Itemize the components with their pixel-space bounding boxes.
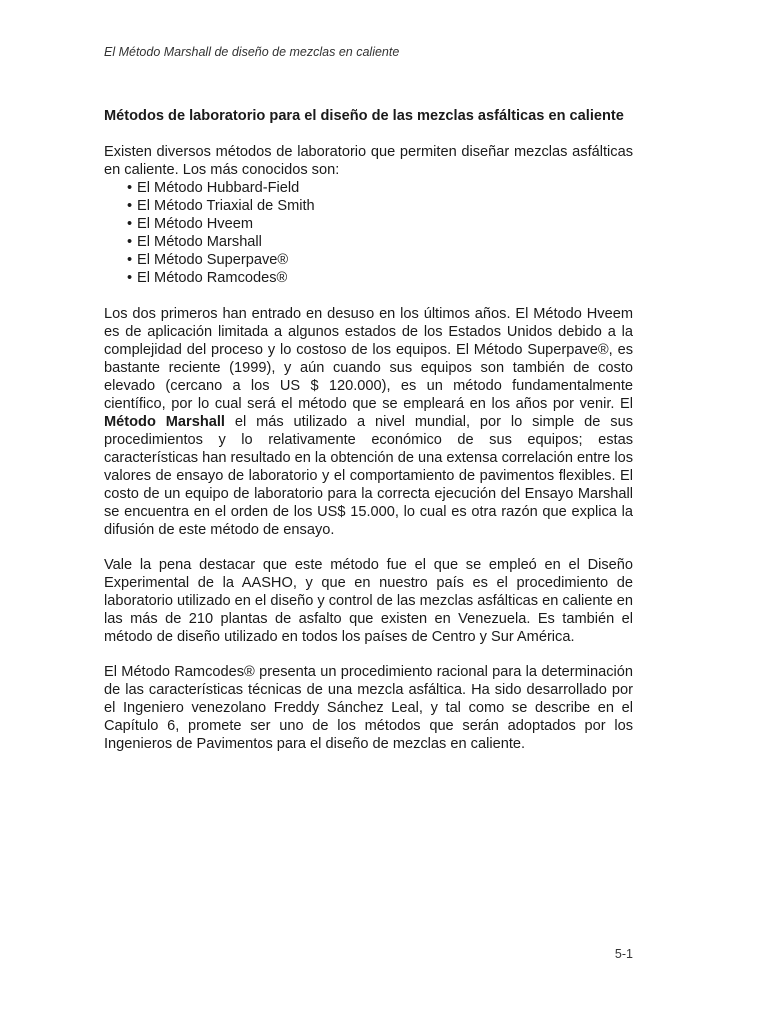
list-item: • El Método Superpave® xyxy=(127,251,633,269)
list-item: • El Método Hveem xyxy=(127,215,633,233)
page-number: 5-1 xyxy=(614,947,633,961)
paragraph-text: Los dos primeros han entrado en desuso en los últimos años. El Método Hveem es de aplicación limitada a algunos estados de los Estados Unidos debido a la complejidad del proceso y lo costoso de los equipos. El Método Superpave®, es bastante reciente (1999), y aún cuando sus equipos son también de costo elevado (cercano a los US $ 120.000), es un método fundamentalmente científico, por lo cual será el método que se empleará en los años por venir. El xyxy=(104,306,633,412)
intro-paragraph: Existen diversos métodos de laboratorio que permiten diseñar mezclas asfálticas en caliente. Los más conocidos son: xyxy=(104,144,633,178)
marshall-emphasis: Método Marshall xyxy=(104,414,225,430)
aasho-paragraph: Vale la pena destacar que este método fue el que se empleó en el Diseño Experimental de la AASHO, y que en nuestro país es el procedimiento de laboratorio utilizado en el diseño y control de las mezclas asfálticas en caliente en las más de 210 plantas de asfalto que existen en Venezuela. Es también el método de diseño utilizado en todos los países de Centro y Sur América. xyxy=(104,557,633,645)
list-item: • El Método Triaxial de Smith xyxy=(127,197,633,215)
page-body xyxy=(104,107,633,770)
running-header: El Método Marshall de diseño de mezclas en caliente xyxy=(104,45,400,59)
list-item: • El Método Hubbard-Field xyxy=(127,179,633,197)
paragraph-text: el más utilizado a nivel mundial, por lo simple de sus procedimientos y lo relativamente económico de sus equipos; estas características han resultado en la obtención de una extensa correlación entre los valores de ensayo de laboratorio y el comportamiento de pavimentos flexibles. El costo de un equipo de laboratorio para la correcta ejecución del Ensayo Marshall se encuentra en el orden de los US$ 15.000, lo cual es otra razón que explica la difusión de este método de ensayo. xyxy=(104,414,633,538)
ramcodes-paragraph: El Método Ramcodes® presenta un procedimiento racional para la determinación de las características técnicas de una mezcla asfáltica. Ha sido desarrollado por el Ingeniero venezolano Freddy Sánchez Leal, y tal como se describe en el Capítulo 6, promete ser uno de los métodos que serán adoptados por los Ingenieros de Pavimentos para el diseño de mezclas en caliente. xyxy=(104,664,633,752)
section-title: Métodos de laboratorio para el diseño de las mezclas asfálticas en caliente xyxy=(104,108,624,124)
list-item: • El Método Marshall xyxy=(127,233,633,251)
list-item: • El Método Ramcodes® xyxy=(127,269,633,287)
methods-list xyxy=(104,179,633,287)
methods-comparison-paragraph xyxy=(104,305,633,539)
